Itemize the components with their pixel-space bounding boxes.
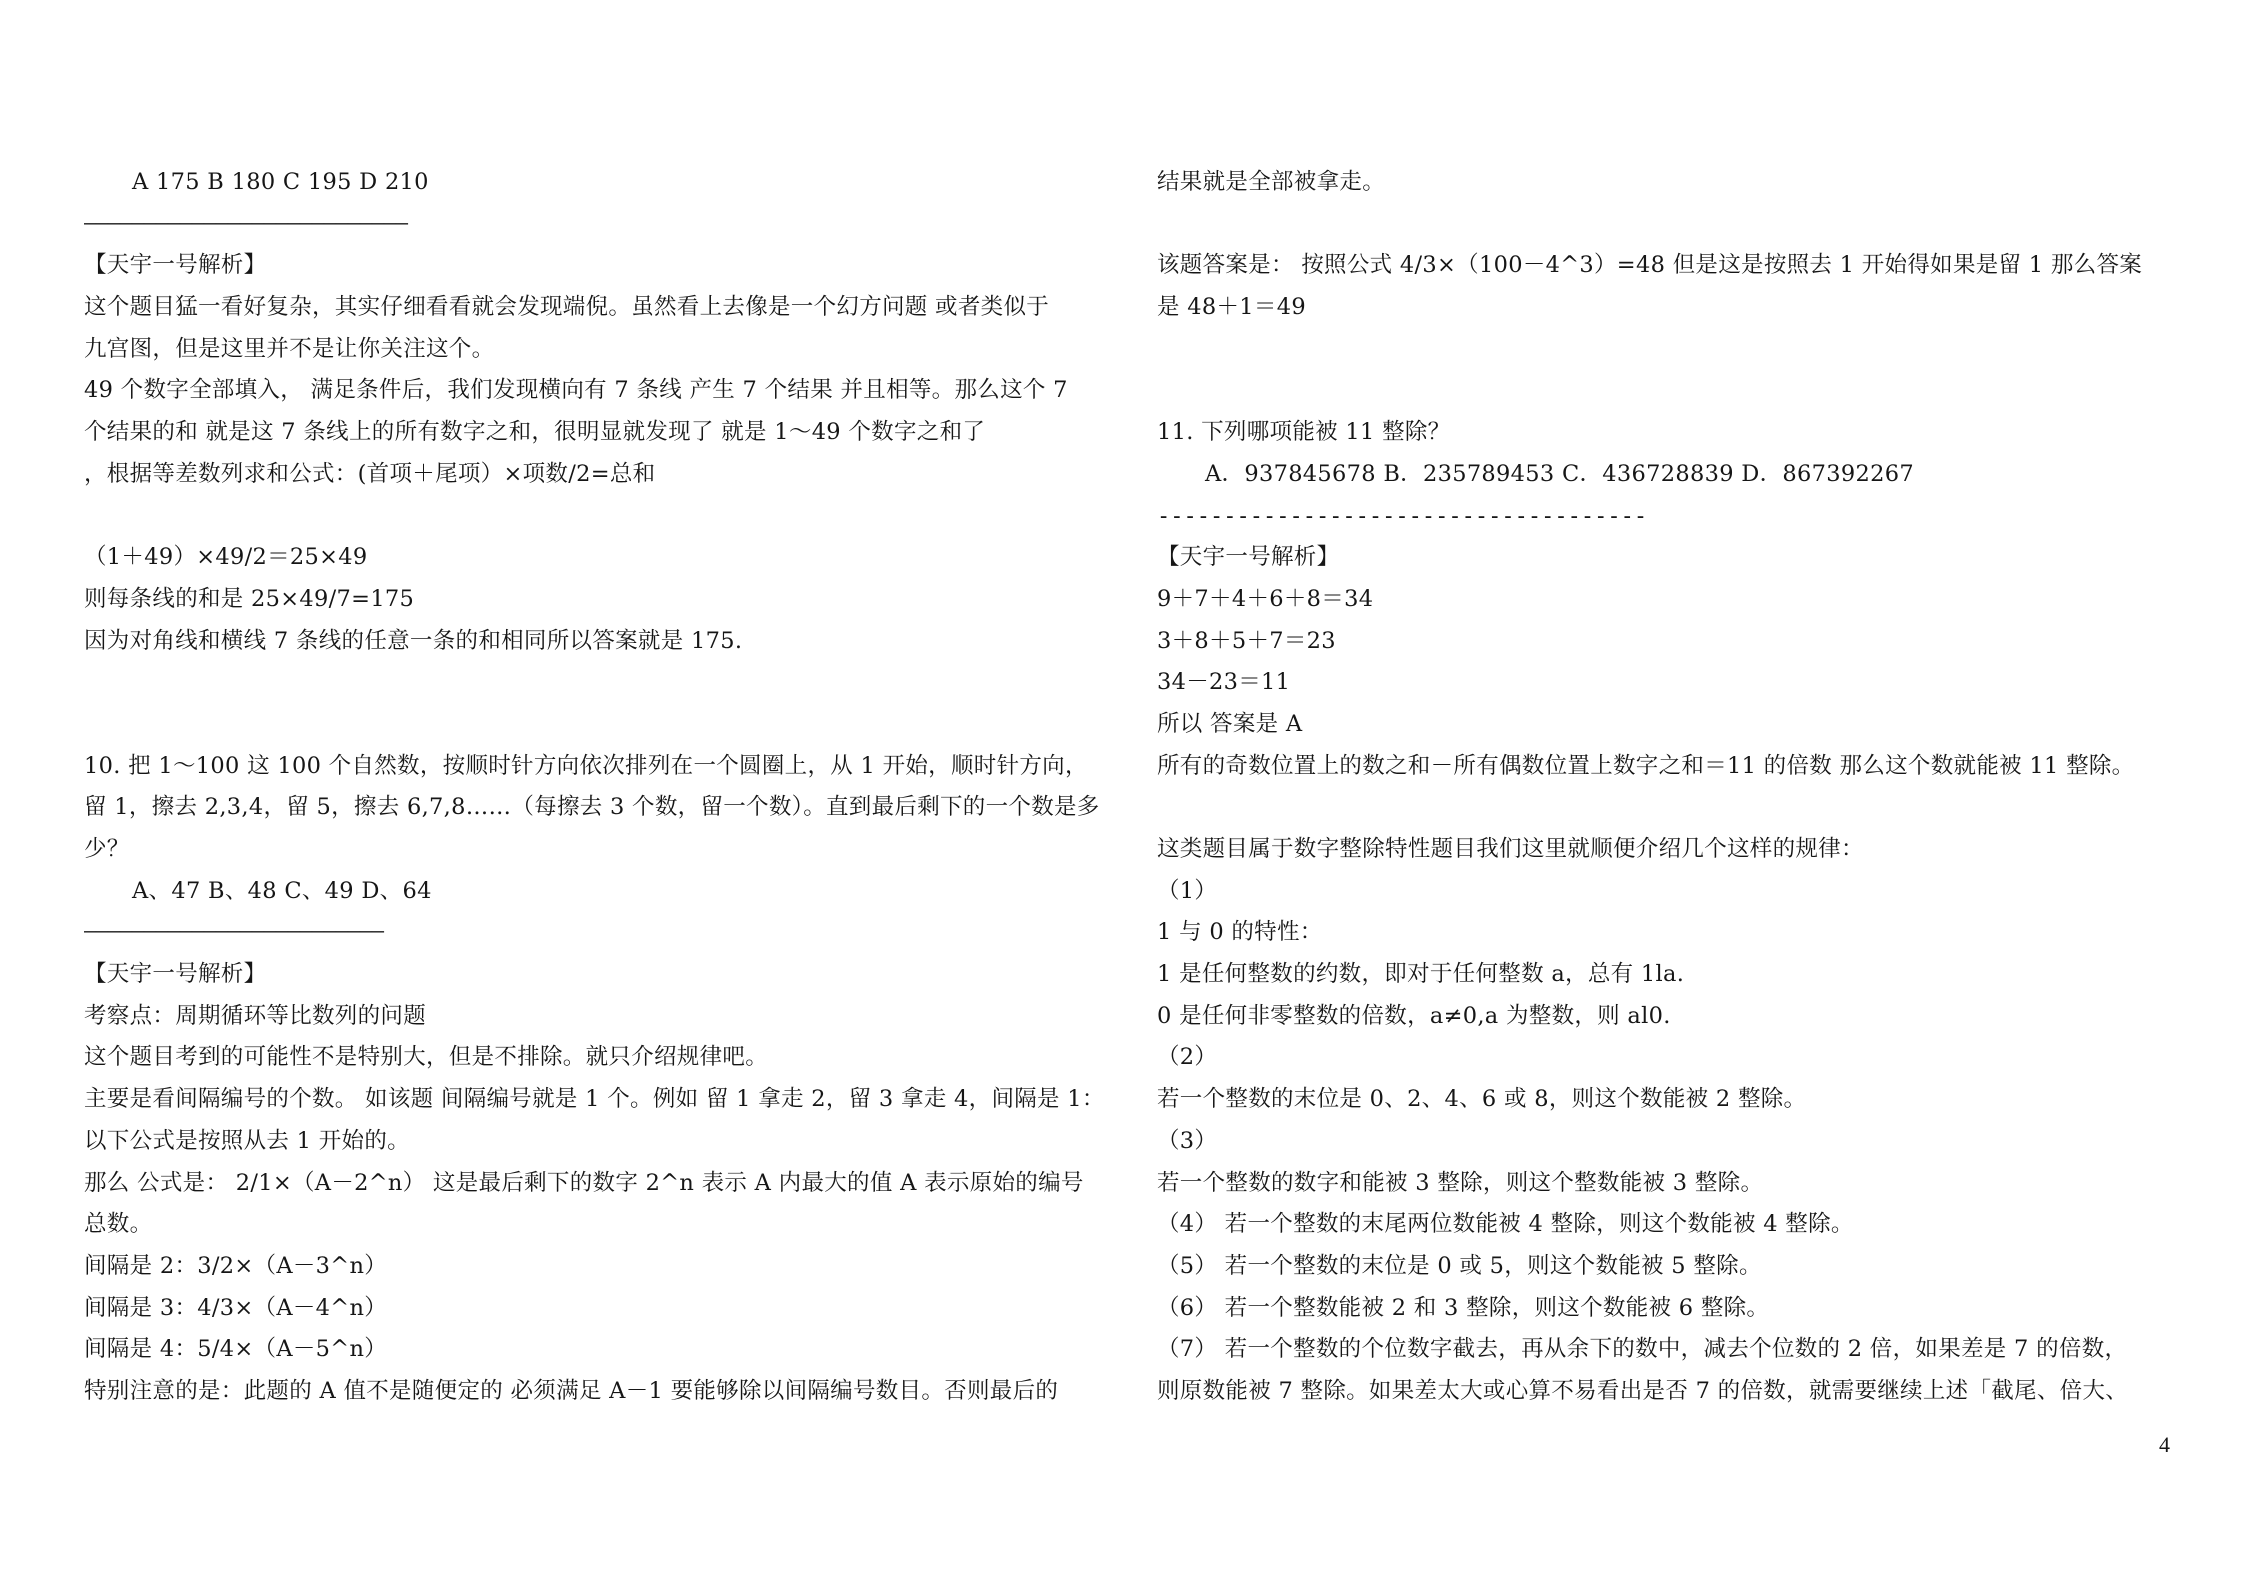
text-line: 11. 下列哪项能被 11 整除？: [1157, 419, 1451, 446]
text-line: 1 与 0 的特性：: [1157, 919, 1323, 946]
text-line: 若一个整数的数字和能被 3 整除，则这个整数能被 3 整除。: [1157, 1169, 1764, 1196]
text-line: 总数。: [84, 1211, 153, 1238]
text-line: A．937845678 B．235789453 C．436728839 D．867392267: [1205, 460, 1914, 487]
text-line: A、47 B、48 C、49 D、64: [132, 877, 432, 904]
text-line: （7） 若一个整数的个位数字截去，再从余下的数中，减去个位数的 2 倍，如果差是 7 的倍数，: [1157, 1336, 2128, 1363]
text-line: 间隔是 4：5/4×（A－5^n）: [84, 1336, 388, 1363]
blank-line: [84, 496, 1114, 538]
text-line: （5） 若一个整数的末位是 0 或 5，则这个数能被 5 整除。: [1157, 1252, 1762, 1279]
blank-line: [1157, 204, 2187, 246]
left-column: [84, 162, 1114, 1413]
text-line: 该题答案是： 按照公式 4/3×（100－4^3）=48 但是这是按照去 1 开始得如果是留 1 那么答案: [1157, 252, 2143, 279]
text-line: 若一个整数的末位是 0、2、4、6 或 8，则这个数能被 2 整除。: [1157, 1086, 1807, 1113]
blank-line: [1157, 787, 2187, 829]
text-line: 所以 答案是 A: [1157, 710, 1303, 737]
text-line: 所有的奇数位置上的数之和－所有偶数位置上数字之和＝11 的倍数 那么这个数就能被 11 整除。: [1157, 752, 2135, 779]
text-line: 34－23＝11: [1157, 669, 1291, 696]
text-line: 则每条线的和是 25×49/7=175: [84, 585, 415, 612]
blank-line: [84, 662, 1114, 704]
text-line: A 175 B 180 C 195 D 210: [132, 169, 429, 195]
text-line: （1）: [1157, 877, 1218, 904]
text-line: 那么 公式是： 2/1×（A－2^n） 这是最后剩下的数字 2^n 表示 A 内最大的值 A 表示原始的编号: [84, 1169, 1084, 1196]
text-line: 因为对角线和横线 7 条线的任意一条的和相同所以答案就是 175.: [84, 627, 743, 654]
text-line: 【天宇一号解析】: [84, 961, 267, 988]
text-line: （4） 若一个整数的末尾两位数能被 4 整除，则这个数能被 4 整除。: [1157, 1211, 1854, 1238]
text-line: 以下公式是按照从去 1 开始的。: [84, 1127, 410, 1154]
text-line: 间隔是 2：3/2×（A－3^n）: [84, 1252, 388, 1279]
text-line: 9＋7＋4＋6＋8＝34: [1157, 585, 1374, 612]
separator-line: ———————————————————————————: [84, 212, 409, 236]
text-line: （6） 若一个整数能被 2 和 3 整除，则这个数能被 6 整除。: [1157, 1294, 1770, 1321]
text-line: 49 个数字全部填入， 满足条件后，我们发现横向有 7 条线 产生 7 个结果 并且相等。那么这个 7: [84, 377, 1068, 404]
page-number: 4: [2159, 1432, 2170, 1457]
separator-line: —————————————————————————: [84, 921, 385, 945]
text-line: 少？: [84, 836, 130, 862]
text-line: 留 1，擦去 2,3,4，留 5，擦去 6,7,8……（每擦去 3 个数，留一个数）。直到最后剩下的一个数是多: [84, 794, 1100, 821]
right-column: [1157, 162, 2187, 1413]
text-line: 这类题目属于数字整除特性题目我们这里就顺便介绍几个这样的规律：: [1157, 836, 1864, 862]
text-line: 【天宇一号解析】: [1157, 544, 1340, 571]
text-line: （1＋49）×49/2＝25×49: [84, 544, 368, 571]
text-line: 结果就是全部被拿走。: [1157, 169, 1386, 195]
text-line: 【天宇一号解析】: [84, 252, 267, 279]
text-line: （3）: [1157, 1127, 1218, 1154]
blank-line: [1157, 370, 2187, 412]
text-line: 0 是任何非零整数的倍数，a≠0,a 为整数，则 al0.: [1157, 1002, 1671, 1029]
separator-line: -------------------------------------: [1157, 503, 1648, 529]
text-line: 主要是看间隔编号的个数。 如该题 间隔编号就是 1 个。例如 留 1 拿走 2，留 3 拿走 4，间隔是 1：: [84, 1086, 1105, 1113]
text-line: ，根据等差数列求和公式：(首项＋尾项）×项数/2=总和: [84, 460, 656, 487]
blank-line: [84, 704, 1114, 746]
blank-line: [1157, 329, 2187, 371]
text-line: 个结果的和 就是这 7 条线上的所有数字之和，很明显就发现了 就是 1～49 个数字之和了: [84, 419, 986, 446]
text-line: 则原数能被 7 整除。如果差太大或心算不易看出是否 7 的倍数，就需要继续上述「截尾、倍大、: [1157, 1377, 2129, 1404]
text-line: 1 是任何整数的约数，即对于任何整数 a，总有 1la.: [1157, 961, 1685, 988]
text-line: 间隔是 3：4/3×（A－4^n）: [84, 1294, 388, 1321]
text-line: 3＋8＋5＋7＝23: [1157, 627, 1336, 654]
text-line: （2）: [1157, 1044, 1218, 1071]
text-line: 这个题目考到的可能性不是特别大，但是不排除。就只介绍规律吧。: [84, 1044, 769, 1071]
text-line: 10. 把 1～100 这 100 个自然数，按顺时针方向依次排列在一个圆圈上，从 1 开始，顺时针方向，: [84, 752, 1088, 779]
text-line: 考察点：周期循环等比数列的问题: [84, 1002, 427, 1029]
text-line: 这个题目猛一看好复杂，其实仔细看看就会发现端倪。虽然看上去像是一个幻方问题 或者类似于: [84, 294, 1050, 321]
text-line: 特别注意的是：此题的 A 值不是随便定的 必须满足 A－1 要能够除以间隔编号数目。否则最后的: [84, 1377, 1059, 1404]
text-line: 是 48＋1＝49: [1157, 294, 1306, 321]
text-line: 九宫图，但是这里并不是让你关注这个。: [84, 335, 495, 362]
